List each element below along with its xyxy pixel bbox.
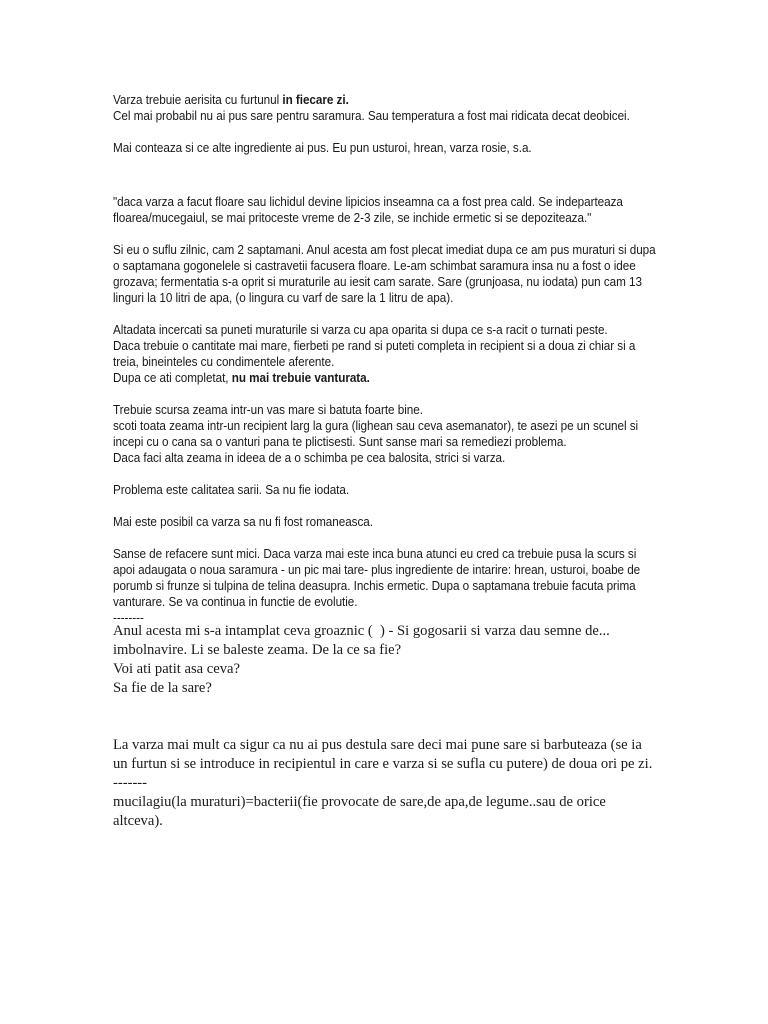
text: Cel mai probabil nu ai pus sare pentru saramura. Sau temperatura a fost mai ridicata decat deobicei. xyxy=(113,109,630,123)
text: Anul acesta mi s-a intamplat ceva groaznic ( ) - Si gogosarii si varza dau semne de... imbolnavire. Li se baleste zeama. De la ce sa fie? xyxy=(113,623,614,658)
paragraph-groaznic xyxy=(113,622,658,698)
paragraph-sare: Problema este calitatea sarii. Sa nu fie iodata. xyxy=(113,483,350,497)
text: Altadata incercati sa puneti muraturile si varza cu apa oparita si dupa ce s-a racit o turnati peste. xyxy=(113,323,608,337)
text: Daca trebuie o cantitate mai mare, fierbeti pe rand si puteti completa in recipient si a doua zi chiar si a treia, bineinteles cu condimentele aferente. xyxy=(113,339,639,369)
text: Voi ati patit asa ceva? xyxy=(113,661,240,677)
paragraph-romaneasca: Mai este posibil ca varza sa nu fi fost romaneasca. xyxy=(113,515,373,529)
text: Varza trebuie aerisita cu furtunul xyxy=(113,93,283,107)
paragraph-altadata xyxy=(113,322,658,386)
text: Dupa ce ati completat, xyxy=(113,371,232,385)
separator: -------- xyxy=(113,611,144,625)
paragraph-suflu: Si eu o suflu zilnic, cam 2 saptamani. Anul acesta am fost plecat imediat dupa ce am pus muraturi si dupa o saptamana gogonelele si castravetii facusera floare. Le-am schimbat saramura insa nu a fost o idee grozava; fermentatia s-a oprit si muraturile au iesit cam sarate. Sare (grunjoasa, nu iodata) pun cam 13 linguri la 10 litri de apa, (o lingura cu varf de sare la 1 litru de apa). xyxy=(113,243,659,305)
paragraph-aerisire xyxy=(113,92,658,124)
text: Daca faci alta zeama in ideea de a o schimba pe cea balosita, strici si varza. xyxy=(113,451,506,465)
text: scoti toata zeama intr-un recipient larg la gura (lighean sau ceva asemanator), te asezi pe un scunel si incepi cu o cana sa o vanturi pana te plictisesti. Sunt sanse mari sa remediezi problema. xyxy=(113,419,642,449)
separator: ------- xyxy=(113,775,148,791)
paragraph-barbuteaza: La varza mai mult ca sigur ca nu ai pus destula sare deci mai pune sare si barbuteaza (se ia un furtun si se introduce in recipientul in care e varza si se sufla cu putere) de doua ori pe zi. xyxy=(113,737,653,772)
paragraph-refacere: Sanse de refacere sunt mici. Daca varza mai este inca buna atunci eu cred ca trebuie pusa la scurs si apoi adaugata o noua saramura - un pic mai tare- plus ingrediente de intarire: hrean, usturoi, boabe de porumb si frunze si tulpina de telina deasupra. Inchis ermetic. Dupa o saptamana trebuie facuta prima vanturare. Se va continua in functie de evolutie. xyxy=(113,547,644,609)
bold-text: in fiecare zi. xyxy=(282,93,349,107)
document-page xyxy=(113,92,658,831)
paragraph-ingrediente: Mai conteaza si ce alte ingrediente ai pus. Eu pun usturoi, hrean, varza rosie, s.a. xyxy=(113,141,532,155)
paragraph-citat: "daca varza a facut floare sau lichidul devine lipicios inseamna ca a fost prea cald. Se indeparteaza floarea/mucegaiul, se mai pritoceste vreme de 2-3 zile, se inchide ermetic si se depoziteaza." xyxy=(113,195,627,225)
text: Sa fie de la sare? xyxy=(113,680,212,696)
paragraph-scursa xyxy=(113,402,658,466)
serif-section xyxy=(113,622,658,831)
sans-section xyxy=(113,92,658,626)
paragraph-mucilagiu: mucilagiu(la muraturi)=bacterii(fie provocate de sare,de apa,de legume..sau de orice altceva). xyxy=(113,794,610,829)
text: Trebuie scursa zeama intr-un vas mare si batuta foarte bine. xyxy=(113,403,423,417)
bold-text: nu mai trebuie vanturata. xyxy=(231,371,370,385)
